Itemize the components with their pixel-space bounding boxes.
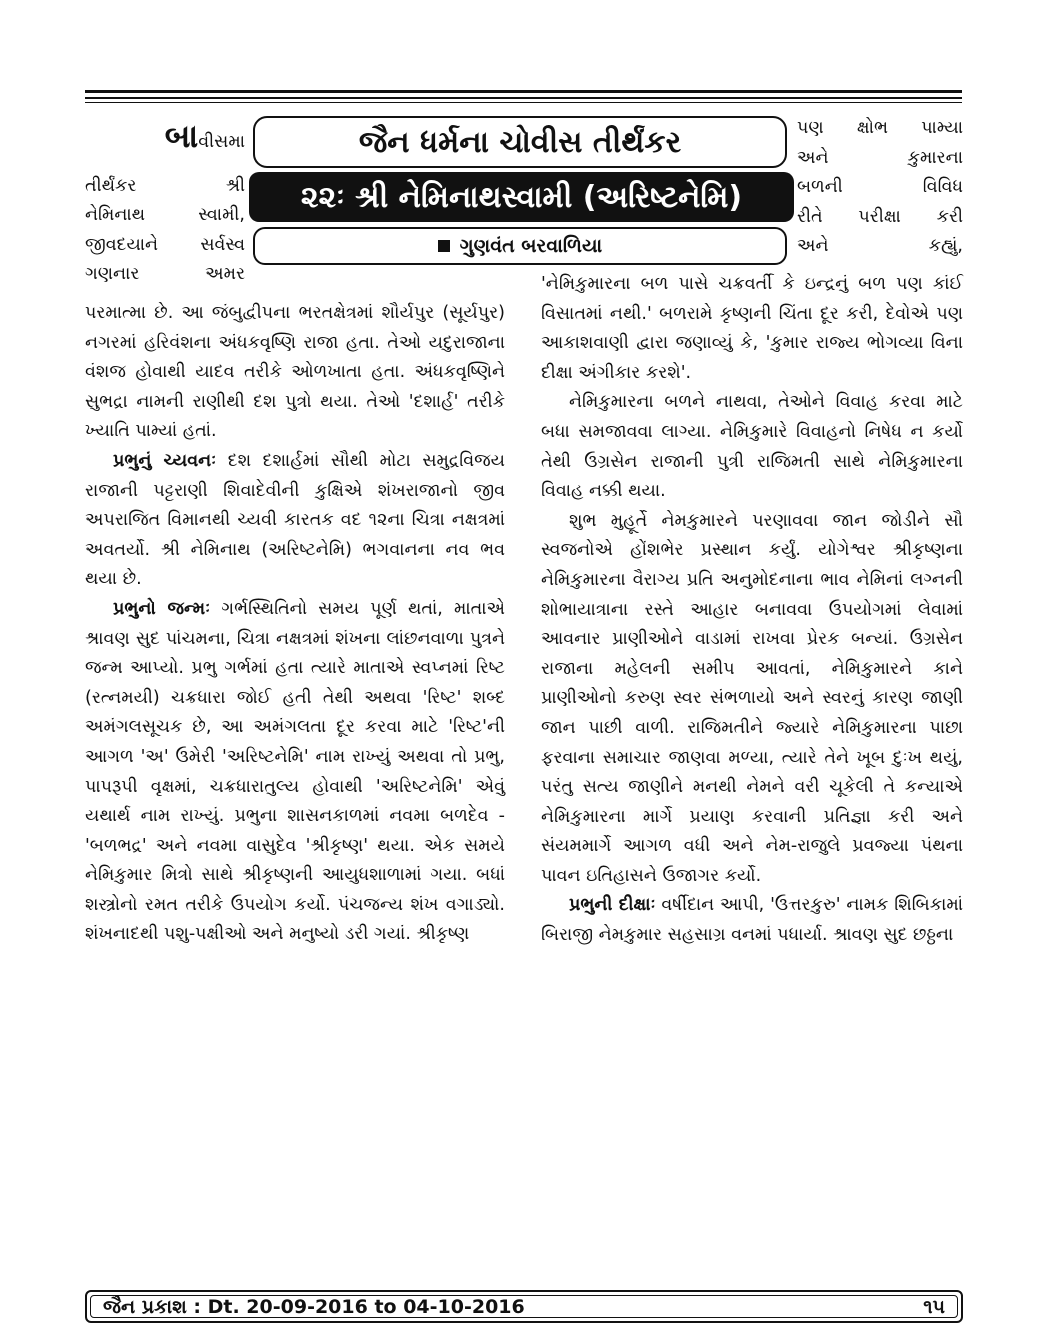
footer-inner xyxy=(90,1295,958,1318)
publication-info: જૈન પ્રકાશ : Dt. 20-09-2016 to 04-10-2016 xyxy=(103,1295,525,1318)
right-column xyxy=(541,270,963,951)
paragraph-text: ગર્ભસ્થિતિનો સમય પૂર્ણ થતાં, માતાએ શ્રાવણ સુદ પાંચમના, ચિત્રા નક્ષત્રમાં શંખના લાંછનવાળા પુત્રને જન્મ આપ્યો. પ્રભુ ગર્ભમાં હતા ત્યારે માતાએ સ્વપ્નમાં રિષ્ટ (રત્નમયી) ચક્રધારા જોઈ હતી તેથી અથવા 'રિષ્ટ' શબ્દ અમંગલસૂચક છે, આ અમંગલતા દૂર કરવા માટે 'રિષ્ટ'ની આગળ 'અ' ઉમેરી 'અરિષ્ટનેમિ' નામ રાખ્યું અથવા તો પ્રભુ, પાપરૂપી વૃક્ષમાં, ચક્રધારાતુલ્ય હોવાથી 'અરિષ્ટનેમિ' એવું યથાર્થ નામ રાખ્યું. પ્રભુના શાસનકાળમાં નવમા બળદેવ - 'બળભદ્ર' અને નવમા વાસુદેવ 'શ્રીકૃષ્ણ' થયા. એક સમયે નેમિકુમાર મિત્રો સાથે શ્રીકૃષ્ણની આયુધશાળામાં ગયા. બધાં શસ્ત્રોનો રમત તરીકે ઉપયોગ કર્યો. પંચજન્ય શંખ વગાડ્યો. શંખનાદથી પશુ-પક્ષીઓ અને મનુષ્યો ડરી ગયાં. શ્રીકૃષ્ણ xyxy=(85,598,506,945)
intro-line: રીતે પરીક્ષા કરી xyxy=(797,206,963,227)
page-footer xyxy=(85,1290,963,1323)
intro-line: વીસમા xyxy=(198,132,245,152)
section-heading: પ્રભુનું ચ્યવનઃ xyxy=(113,450,217,471)
author-name: ગુણવંત બરવાળિયા xyxy=(459,235,603,257)
paragraph-text: દશ દશાર્હમાં સૌથી મોટા સમુદ્રવિજય રાજાની પટ્ટરાણી શિવાદેવીની કુક્ષિએ શંખરાજાનો જીવ અપરાજિત વિમાનથી ચ્યવી કારતક વદ ૧૨ના ચિત્રા નક્ષત્રમાં અવતર્યો. શ્રી નેમિનાથ (અરિષ્ટનેમિ) ભગવાનના નવ ભવ થયા છે. xyxy=(85,450,506,590)
intro-line: અને કુમારના xyxy=(797,147,963,168)
dropcap: બા xyxy=(164,117,199,155)
intro-line: બળની વિવિધ xyxy=(797,177,963,198)
author-byline xyxy=(253,227,787,265)
top-rule xyxy=(85,102,962,103)
paragraph-text: વર્ષીદાન આપી, 'ઉત્તરકુરુ' નામક શિબિકામાં બિરાજી નેમકુમાર સહસાગ્ર વનમાં પધાર્યા. શ્રાવણ સુદ છઠ્ઠના xyxy=(541,895,963,946)
intro-line: નેમિનાથ સ્વામી, xyxy=(85,205,245,226)
top-rule xyxy=(85,90,962,93)
section-heading: પ્રભુની દીક્ષાઃ xyxy=(569,895,656,916)
intro-right xyxy=(797,114,963,262)
page-number: ૧૫ xyxy=(923,1295,945,1318)
section-heading: પ્રભુનો જન્મઃ xyxy=(113,598,211,619)
paragraph: નેમિકુમારના બળને નાથવા, તેઓને વિવાહ કરવા માટે બધા સમજાવવા લાગ્યા. નેમિકુમારે વિવાહનો નિષેધ ન કર્યો તેથી ઉગ્રસેન રાજાની પુત્રી રાજિમતી સાથે નેમિકુમારના વિવાહ નક્કી થયા. xyxy=(541,392,963,502)
paragraph xyxy=(541,891,963,950)
paragraph xyxy=(85,595,505,950)
paragraph xyxy=(85,447,505,595)
intro-line: જીવદયાને સર્વસ્વ xyxy=(85,234,245,255)
top-rule xyxy=(85,97,962,99)
paragraph: 'નેમિકુમારના બળ પાસે ચક્રવર્તી કે ઇન્દ્રનું બળ પણ કાંઈ વિસાતમાં નથી.' બળરામે કૃષ્ણની ચિંતા દૂર કરી, દેવોએ પણ આકાશવાણી દ્વારા જણાવ્યું કે, 'કુમાર રાજ્ય ભોગવ્યા વિના દીક્ષા અંગીકાર કરશે'. xyxy=(541,274,963,383)
series-title: જૈન ધર્મના ચોવીસ તીર્થંકર xyxy=(253,116,787,168)
paragraph: શુભ મુહૂર્તે નેમકુમારને પરણાવવા જાન જોડીને સૌ સ્વજનોએ હોંશભેર પ્રસ્થાન કર્યું. યોગેશ્વર શ્રીકૃષ્ણના નેમિકુમારના વૈરાગ્ય પ્રતિ અનુમોદનાના ભાવ નેમિનાં લગ્નની શોભાયાત્રાના રસ્તે આહાર બનાવવા ઉપયોગમાં લેવામાં આવનાર પ્રાણીઓને વાડામાં રાખવા પ્રેરક બન્યાં. ઉગ્રસેન રાજાના મહેલની સમીપ આવતાં, નેમિકુમારને કાને પ્રાણીઓનો કરુણ સ્વર સંભળાયો અને સ્વરનું કારણ જાણી જાન પાછી વાળી. રાજિમતીને જ્યારે નેમિકુમારના પાછા ફરવાના સમાચાર જાણવા મળ્યા, ત્યારે તેને ખૂબ દુઃખ થયું, પરંતુ સત્ય જાણીને મનથી નેમને વરી ચૂકેલી તે કન્યાએ નેમિકુમારના માર્ગે પ્રયાણ કરવાની પ્રતિજ્ઞા કરી અને સંયમમાર્ગે આગળ વધી અને નેમ-રાજુલે પ્રવજ્યા પંથના પાવન ઇતિહાસને ઉજાગર કર્યો. xyxy=(541,510,963,886)
left-column xyxy=(85,299,505,950)
intro-line: ગણનાર અમર xyxy=(85,264,245,285)
intro-line: પણ ક્ષોભ પામ્યા xyxy=(797,118,963,138)
paragraph: પરમાત્મા છે. આ જંબુદ્વીપના ભરતક્ષેત્રમાં શૌર્યપુર (સૂર્યપુર) નગરમાં હરિવંશના અંધકવૃષ્ણિ રાજા હતા. તેઓ યદુરાજાના વંશજ હોવાથી યાદવ તરીકે ઓળખાતા હતા. અંધકવૃષ્ણિને સુભદ્રા નામની રાણીથી દશ પુત્રો થયા. તેઓ 'દશાર્હ' તરીકે ખ્યાતિ પામ્યાં હતાં. xyxy=(85,303,505,442)
bullet-square-icon xyxy=(438,240,450,252)
chapter-title: ૨૨ઃ શ્રી નેમિનાથસ્વામી (અરિષ્ટનેમિ) xyxy=(249,172,794,222)
intro-left xyxy=(85,117,245,290)
intro-line: તીર્થંકર શ્રી xyxy=(85,175,245,196)
intro-line: અને કહ્યું, xyxy=(797,236,963,257)
